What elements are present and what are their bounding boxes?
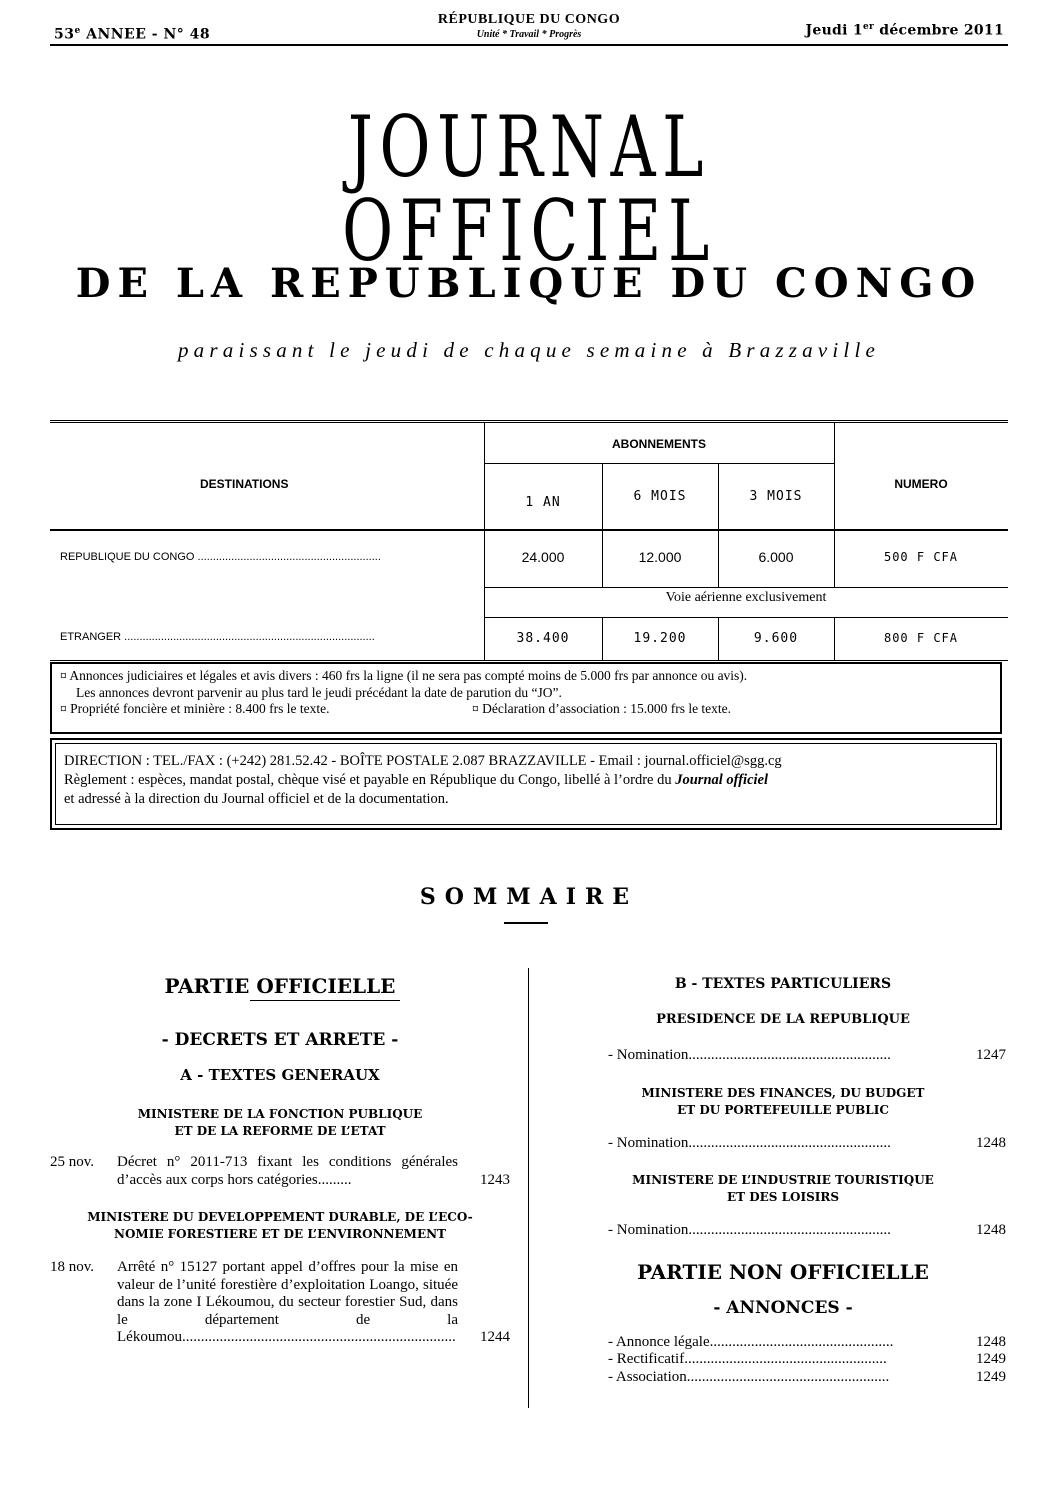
- toc-label: - Nomination......................................................: [608, 1134, 891, 1151]
- toc-label: - Annonce légale.................................................: [608, 1333, 894, 1350]
- notice-association: ¤ Déclaration d’association : 15.000 frs le texte.: [472, 701, 732, 716]
- toc-entry: [608, 1135, 1006, 1153]
- direction-contact: DIRECTION : TEL./FAX : (+242) 281.52.42 - BOÎTE POSTALE 2.087 BRAZZAVILLE - Email : journal.officiel@sgg.cg: [64, 753, 782, 769]
- toc-label: - Association......................................................: [608, 1368, 890, 1385]
- toc-entry: [608, 1047, 1006, 1065]
- period-1an: 1 AN: [525, 495, 561, 510]
- row-congo-6mois: 12.000: [638, 549, 682, 565]
- toc-label: - Nomination......................................................: [608, 1047, 891, 1063]
- decrets-heading: - DECRETS ET ARRETE -: [161, 1030, 399, 1050]
- direction-reglement: Règlement : espèces, mandat postal, chèque visé et payable en République du Congo, libellé à l’ordre du Journal officiel: [64, 772, 769, 788]
- sommaire-left-column: [50, 974, 510, 1347]
- journal-title: JOURNAL OFFICIEL: [342, 98, 716, 280]
- toc-label: - Nomination......................................................: [608, 1222, 891, 1238]
- column-divider: [528, 968, 529, 1408]
- toc-page: 1248: [972, 1222, 1006, 1240]
- notice-propriete: ¤ Propriété foncière et minière : 8.400 frs le texte.: [60, 701, 330, 716]
- partie-non-officielle-heading: PARTIE NON OFFICIELLE: [637, 1259, 929, 1284]
- presidence-heading: PRESIDENCE DE LA REPUBLIQUE: [656, 1012, 910, 1027]
- direction-text: [55, 743, 997, 825]
- partie-officielle-heading: PARTIE OFFICIELLE: [164, 974, 396, 998]
- row-etranger-numero: 800 F CFA: [883, 631, 959, 645]
- toc-page: 1249: [972, 1351, 1006, 1369]
- journal-tagline: paraissant le jeudi de chaque semaine à Brazzaville: [177, 338, 881, 362]
- toc-page: 1247: [972, 1047, 1006, 1065]
- notice-annonces: ¤ Annonces judiciaires et légales et avis divers : 460 frs la ligne (il ne sera pas compté moins de 5.000 frs par annonce ou avis).: [60, 668, 748, 683]
- row-congo-numero: 500 F CFA: [883, 550, 959, 564]
- annonces-heading: - ANNONCES -: [713, 1297, 853, 1318]
- row-etranger-6mois: 19.200: [633, 631, 687, 646]
- national-motto: Unité * Travail * Progrès: [476, 29, 582, 40]
- issue-date: Jeudi 1er décembre 2011: [805, 22, 1004, 39]
- toc-entry: [608, 1369, 1006, 1387]
- air-mail-note: Voie aérienne exclusivement: [665, 590, 827, 605]
- period-3mois: 3 MOIS: [749, 489, 803, 504]
- toc-label: - Rectificatif......................................................: [608, 1351, 887, 1367]
- entry-page: 1244: [480, 1329, 510, 1345]
- issue-number: 53e ANNEE - N° 48: [54, 26, 211, 43]
- toc-page: 1249: [972, 1369, 1006, 1387]
- ministry-industrie-touristique: MINISTERE DE L’INDUSTRIE TOURISTIQUE ET DES LOISIRS: [632, 1173, 934, 1204]
- sommaire-rule: [504, 922, 548, 924]
- sommaire-entry: [50, 1259, 510, 1347]
- notices-box: [50, 662, 1002, 734]
- textes-particuliers-heading: B - TEXTES PARTICULIERS: [674, 976, 892, 992]
- entry-text: Arrêté n° 15127 portant appel d’offres pour la mise en valeur de l’unité forestière d’exploitation Loango, située dans la zone I Lékoumou, du secteur forestier Sud, dans le département de la Lékoumou.........................................................................: [117, 1259, 458, 1345]
- notice-deadline: Les annonces devront parvenir au plus tard le jeudi précédant la date de parution du “JO”.: [76, 684, 562, 700]
- toc-entry: [608, 1351, 1006, 1369]
- row-congo-destination: REPUBLIQUE DU CONGO ............................................................: [60, 551, 381, 563]
- direction-adresse: et adressé à la direction du Journal officiel et de la documentation.: [64, 791, 449, 807]
- entry-text: Décret n° 2011-713 fixant les conditions générales d’accès aux corps hors catégories.........: [117, 1154, 458, 1188]
- direction-box: [50, 738, 1002, 830]
- sommaire-title: SOMMAIRE: [419, 884, 639, 910]
- ministry-finances: MINISTERE DES FINANCES, DU BUDGET ET DU PORTEFEUILLE PUBLIC: [641, 1085, 925, 1117]
- header-rule: [50, 44, 1008, 46]
- ministry-developpement-durable: MINISTERE DU DEVELOPPEMENT DURABLE, DE L’ECO- NOMIE FORESTIERE ET DE L’ENVIRONNEMENT: [87, 1210, 473, 1241]
- entry-date: 25 nov.: [50, 1154, 95, 1170]
- toc-entry: [608, 1222, 1006, 1240]
- row-congo-1an: 24.000: [521, 549, 565, 565]
- period-6mois: 6 MOIS: [633, 489, 687, 504]
- toc-page: 1248: [972, 1334, 1006, 1352]
- partie-officielle-underline: [250, 1000, 400, 1001]
- abonnements-header: ABONNEMENTS: [611, 437, 706, 451]
- numero-header: NUMERO: [894, 477, 948, 491]
- toc-entry: [608, 1334, 1006, 1352]
- destinations-header: DESTINATIONS: [200, 477, 289, 491]
- row-congo-3mois: 6.000: [758, 549, 794, 565]
- journal-subtitle: DE LA REPUBLIQUE DU CONGO: [75, 260, 983, 307]
- republic-name: RÉPUBLIQUE DU CONGO: [437, 12, 621, 27]
- row-etranger-1an: 38.400: [516, 631, 570, 646]
- row-etranger-3mois: 9.600: [753, 631, 799, 646]
- ministry-fonction-publique: MINISTERE DE LA FONCTION PUBLIQUE ET DE LA REFORME DE L’ETAT: [137, 1107, 423, 1138]
- toc-page: 1248: [972, 1135, 1006, 1153]
- textes-generaux-heading: A - TEXTES GENERAUX: [180, 1066, 380, 1084]
- notice-tariffs: [60, 701, 992, 718]
- sommaire-entry: [50, 1154, 510, 1189]
- entry-date: 18 nov.: [50, 1259, 95, 1275]
- sommaire-right-column: [560, 976, 1006, 1386]
- row-etranger-destination: ETRANGER ..................................................................................: [60, 631, 375, 643]
- entry-page: 1243: [480, 1171, 510, 1188]
- subscription-table: [50, 420, 1008, 658]
